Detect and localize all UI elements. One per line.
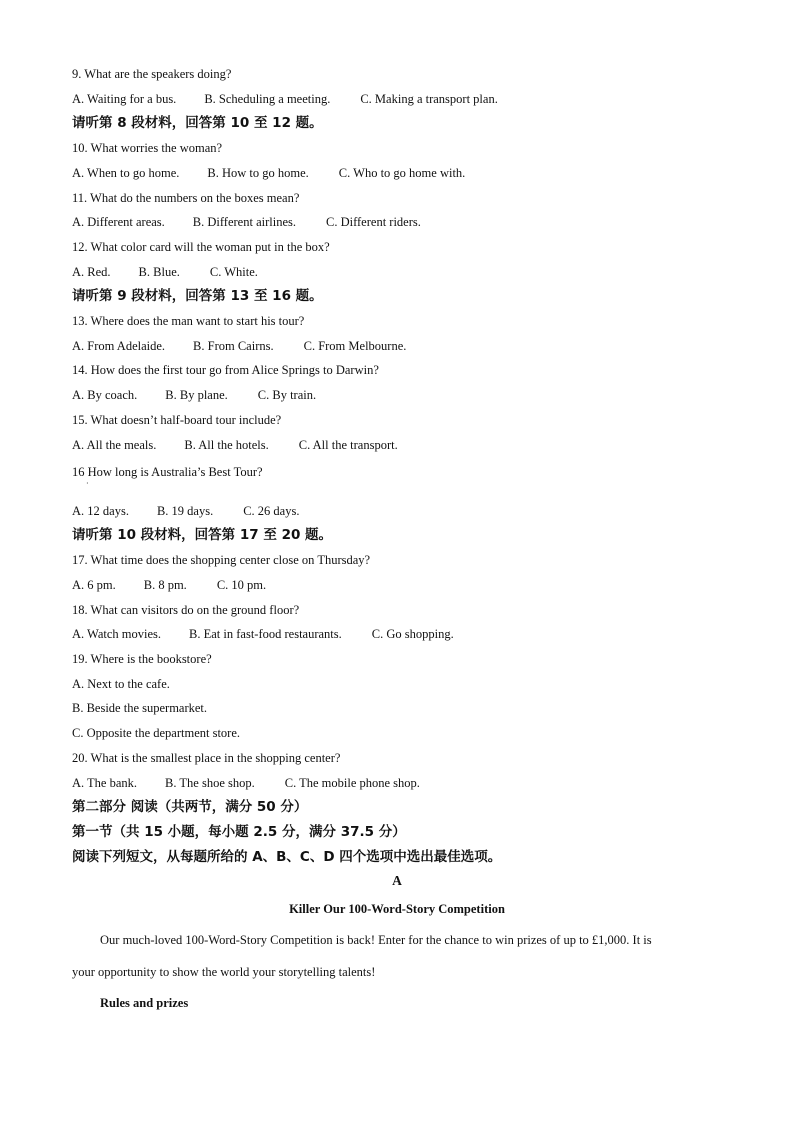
answer-options	[72, 264, 258, 280]
option-a: A. Watch movies.	[72, 627, 162, 641]
option-a: A. From Adelaide.	[72, 339, 166, 353]
question-text: 17. What time does the shopping center close on Thursday?	[72, 553, 371, 567]
option-c: C. Making a transport plan.	[360, 92, 498, 106]
answer-options	[72, 338, 406, 354]
answer-options	[72, 387, 316, 403]
option-b: B. Eat in fast-food restaurants.	[189, 627, 342, 641]
section-heading: 第一节（共 15 小题，每小题 2.5 分，满分 37.5 分）	[72, 824, 406, 840]
option-a: A. All the meals.	[72, 438, 157, 452]
option-a: A. By coach.	[72, 388, 138, 402]
option-b: B. The shoe shop.	[165, 776, 255, 790]
option-b: B. 8 pm.	[143, 578, 187, 592]
option-a: A. Waiting for a bus.	[72, 92, 177, 106]
question-text: A. Next to the cafe.	[72, 677, 170, 691]
question-text: 13. Where does the man want to start his tour?	[72, 314, 305, 328]
option-c: C. Different riders.	[326, 215, 421, 229]
passage-para-line-2: your opportunity to show the world your storytelling talents!	[72, 965, 376, 979]
option-c: C. By train.	[257, 388, 317, 402]
answer-options	[72, 165, 465, 181]
question-text: 9. What are the speakers doing?	[72, 67, 232, 81]
option-a: A. Red.	[72, 265, 111, 279]
answer-options	[72, 577, 266, 593]
option-b: B. 19 days.	[156, 504, 214, 518]
answer-options	[72, 775, 420, 791]
question-text: 10. What worries the woman?	[72, 141, 223, 155]
option-a: A. When to go home.	[72, 166, 180, 180]
option-b: B. All the hotels.	[184, 438, 269, 452]
answer-options	[72, 214, 421, 230]
option-b: B. Blue.	[138, 265, 180, 279]
option-a: A. 12 days.	[72, 504, 129, 518]
option-c: C. Go shopping.	[371, 627, 454, 641]
passage-letter: A	[392, 873, 402, 888]
option-a: A. 6 pm.	[72, 578, 116, 592]
answer-options	[72, 503, 299, 519]
question-text: 12. What color card will the woman put in the box?	[72, 240, 330, 254]
question-text: 14. How does the first tour go from Alice Springs to Darwin?	[72, 363, 379, 377]
option-b: B. By plane.	[165, 388, 228, 402]
question-text: 16 How long is Australia’s Best Tour?	[72, 465, 263, 479]
option-b: B. Scheduling a meeting.	[204, 92, 331, 106]
option-b: B. How to go home.	[207, 166, 309, 180]
option-c: C. White.	[209, 265, 258, 279]
question-text: 15. What doesn’t half-board tour include?	[72, 413, 282, 427]
question-text: 20. What is the smallest place in the shopping center?	[72, 751, 341, 765]
option-c: C. Who to go home with.	[338, 166, 466, 180]
section-heading: 阅读下列短文，从每题所给的 A、B、C、D 四个选项中选出最佳选项。	[72, 849, 502, 865]
answer-options	[72, 437, 398, 453]
question-text: C. Opposite the department store.	[72, 726, 241, 740]
section-heading: 请听第 9 段材料，回答第 13 至 16 题。	[72, 288, 323, 304]
option-a: A. The bank.	[72, 776, 138, 790]
question-text: 11. What do the numbers on the boxes mean?	[72, 191, 300, 205]
passage-para-line-1: Our much-loved 100-Word-Story Competition is back! Enter for the chance to win prizes of up to £1,000. It is	[100, 933, 652, 947]
option-c: C. All the transport.	[298, 438, 398, 452]
option-b: B. From Cairns.	[193, 339, 274, 353]
option-c: C. 10 pm.	[216, 578, 267, 592]
passage-subheading: Rules and prizes	[100, 996, 189, 1010]
section-heading: 第二部分 阅读（共两节，满分 50 分）	[72, 799, 308, 815]
question-text: 19. Where is the bookstore?	[72, 652, 212, 666]
option-c: C. 26 days.	[243, 504, 300, 518]
answer-options	[72, 91, 498, 107]
option-b: B. Different airlines.	[192, 215, 296, 229]
section-heading: 请听第 10 段材料，回答第 17 至 20 题。	[72, 527, 333, 543]
option-c: C. From Melbourne.	[303, 339, 407, 353]
option-a: A. Different areas.	[72, 215, 165, 229]
question-text: B. Beside the supermarket.	[72, 701, 208, 715]
question-text: 18. What can visitors do on the ground floor?	[72, 603, 300, 617]
option-c: C. The mobile phone shop.	[284, 776, 420, 790]
stray-dot: ·	[86, 479, 89, 488]
answer-options	[72, 626, 454, 642]
passage-title: Killer Our 100-Word-Story Competition	[289, 902, 505, 916]
section-heading: 请听第 8 段材料，回答第 10 至 12 题。	[72, 115, 323, 131]
